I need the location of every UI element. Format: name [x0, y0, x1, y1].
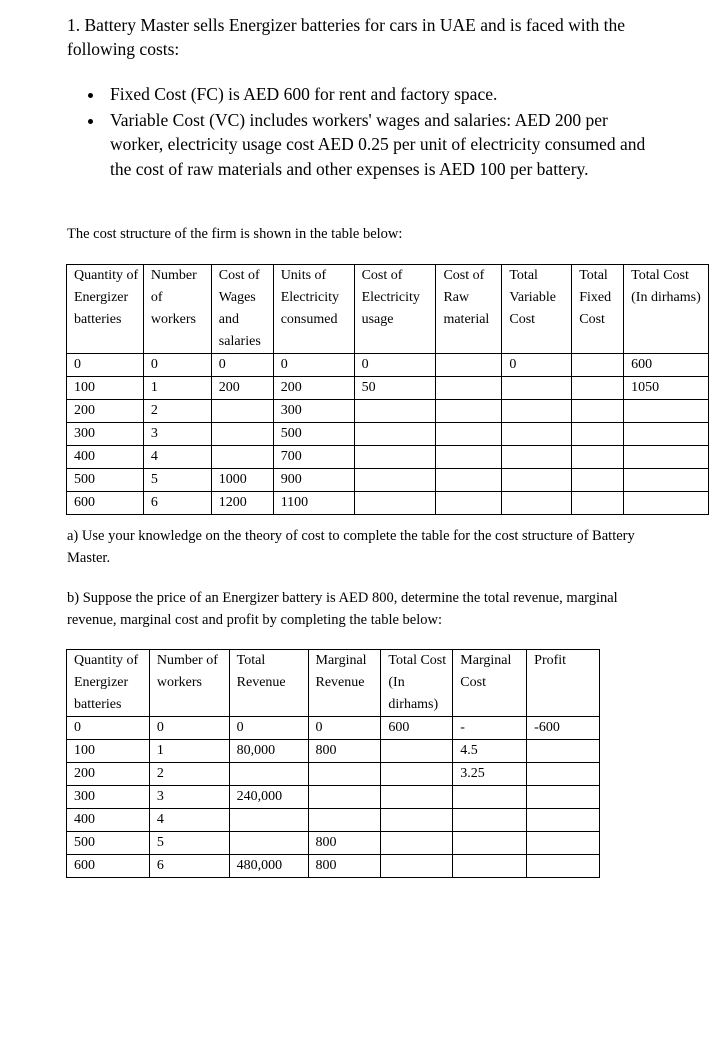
table-cell	[354, 492, 436, 515]
table-cell	[381, 832, 453, 855]
bullet-text: Fixed Cost (FC) is AED 600 for rent and factory space.	[110, 84, 498, 104]
column-header: Cost of Wages and salaries	[211, 265, 273, 354]
table-cell: 200	[273, 377, 354, 400]
table-cell: 5	[143, 469, 211, 492]
table-row	[67, 763, 600, 786]
part-a-text: a) Use your knowledge on the theory of cost to complete the table for the cost structure of Battery Master.	[67, 528, 635, 566]
column-header: Quantity of Energizer batteries	[67, 650, 150, 717]
table-cell: 80,000	[229, 740, 308, 763]
table-cell	[453, 832, 527, 855]
table-cell: 200	[67, 400, 144, 423]
bullet-dot-icon	[88, 93, 93, 98]
table-cell	[453, 809, 527, 832]
table-cell: 0	[354, 354, 436, 377]
table-cell	[527, 809, 600, 832]
bullet-text: Variable Cost (VC) includes workers' wages and salaries: AED 200 per worker, electricity usage cost AED 0.25 per unit of electricity consumed and the cost of raw materials and other expenses is AED 100 per battery.	[110, 109, 646, 179]
intro-text: The cost structure of the firm is shown in the table below:	[67, 226, 403, 242]
table-cell	[502, 400, 572, 423]
table-cell	[502, 423, 572, 446]
table-cell: 600	[624, 354, 709, 377]
table-row	[67, 469, 709, 492]
table-cell: 400	[67, 809, 150, 832]
column-header: Total Cost (In dirhams)	[624, 265, 709, 354]
table-cell: 4	[149, 809, 229, 832]
revenue-table	[66, 649, 600, 878]
table-row	[67, 446, 709, 469]
table-cell	[572, 423, 624, 446]
table-cell	[211, 446, 273, 469]
table-cell: 500	[273, 423, 354, 446]
table-cell: -	[453, 717, 527, 740]
table-cell	[211, 400, 273, 423]
table-cell	[572, 377, 624, 400]
table-cell	[354, 469, 436, 492]
table-cell: 800	[308, 832, 381, 855]
table-cell	[624, 469, 709, 492]
table-cell: 0	[67, 354, 144, 377]
table-cell	[572, 400, 624, 423]
table-cell: 0	[149, 717, 229, 740]
table-row	[67, 400, 709, 423]
table-cell: 6	[149, 855, 229, 878]
table-cell	[381, 740, 453, 763]
table-cell	[572, 469, 624, 492]
table-row	[67, 855, 600, 878]
cost-bullet-list	[88, 82, 648, 182]
table-cell: 100	[67, 740, 150, 763]
bullet-fixed-cost	[88, 82, 648, 107]
table-cell	[624, 423, 709, 446]
table-cell: -600	[527, 717, 600, 740]
table-cell: 0	[143, 354, 211, 377]
table-cell	[381, 855, 453, 878]
table-cell: 300	[67, 786, 150, 809]
table-cell	[572, 492, 624, 515]
table-cell: 200	[67, 763, 150, 786]
table-cell: 2	[143, 400, 211, 423]
table-cell	[572, 446, 624, 469]
table-cell	[527, 832, 600, 855]
column-header: Profit	[527, 650, 600, 717]
table-cell	[624, 492, 709, 515]
table-cell	[436, 492, 502, 515]
table-cell: 600	[67, 855, 150, 878]
table-cell: 300	[67, 423, 144, 446]
table-cell	[502, 469, 572, 492]
table-row	[67, 809, 600, 832]
table-row	[67, 377, 709, 400]
table-cell	[527, 763, 600, 786]
column-header: Marginal Revenue	[308, 650, 381, 717]
table-cell	[527, 740, 600, 763]
table-cell: 800	[308, 740, 381, 763]
table-cell	[436, 446, 502, 469]
table-cell	[502, 492, 572, 515]
column-header: Total Cost (In dirhams)	[381, 650, 453, 717]
table-row	[67, 786, 600, 809]
table-cell	[436, 354, 502, 377]
table-cell: 500	[67, 832, 150, 855]
table-cell: 0	[211, 354, 273, 377]
table-cell	[572, 354, 624, 377]
table-cell	[624, 446, 709, 469]
table-cell	[381, 786, 453, 809]
table-cell	[527, 855, 600, 878]
table-cell	[354, 446, 436, 469]
column-header: Total Revenue	[229, 650, 308, 717]
table-cell	[354, 400, 436, 423]
table-cell: 600	[67, 492, 144, 515]
table-cell	[308, 809, 381, 832]
table-cell: 3.25	[453, 763, 527, 786]
table-cell: 6	[143, 492, 211, 515]
column-header: Total Variable Cost	[502, 265, 572, 354]
table-cell: 0	[229, 717, 308, 740]
part-b-text: b) Suppose the price of an Energizer battery is AED 800, determine the total revenue, marginal revenue, marginal cost and profit by completing the table below:	[67, 590, 618, 628]
table-cell: 400	[67, 446, 144, 469]
table-header-row	[67, 650, 600, 717]
table-cell: 1	[143, 377, 211, 400]
table-cell: 600	[381, 717, 453, 740]
cost-structure-table	[66, 264, 709, 515]
table-cell: 300	[273, 400, 354, 423]
table-cell: 240,000	[229, 786, 308, 809]
table-cell: 1200	[211, 492, 273, 515]
table-cell: 0	[67, 717, 150, 740]
table-cell	[308, 786, 381, 809]
table-cell: 1100	[273, 492, 354, 515]
table-cell: 700	[273, 446, 354, 469]
table-cell	[229, 809, 308, 832]
table-cell	[502, 377, 572, 400]
table-cell: 100	[67, 377, 144, 400]
table-cell	[229, 832, 308, 855]
column-header: Cost of Raw material	[436, 265, 502, 354]
table-header-row	[67, 265, 709, 354]
table-cell: 1	[149, 740, 229, 763]
column-header: Number of workers	[149, 650, 229, 717]
column-header: Total Fixed Cost	[572, 265, 624, 354]
column-header: Cost of Electricity usage	[354, 265, 436, 354]
table-cell	[354, 423, 436, 446]
question-title: 1. Battery Master sells Energizer batteries for cars in UAE and is faced with the following costs:	[67, 15, 626, 59]
table-cell	[436, 469, 502, 492]
table-cell: 3	[143, 423, 211, 446]
table-cell: 480,000	[229, 855, 308, 878]
table-cell: 50	[354, 377, 436, 400]
table-cell	[527, 786, 600, 809]
table-cell	[436, 423, 502, 446]
table-cell: 900	[273, 469, 354, 492]
table-row	[67, 717, 600, 740]
table-cell	[453, 855, 527, 878]
column-header: Marginal Cost	[453, 650, 527, 717]
table-cell	[436, 400, 502, 423]
table-cell: 500	[67, 469, 144, 492]
table-cell: 1050	[624, 377, 709, 400]
table-cell: 800	[308, 855, 381, 878]
table-cell: 3	[149, 786, 229, 809]
table-cell: 200	[211, 377, 273, 400]
table-cell	[436, 377, 502, 400]
table-row	[67, 354, 709, 377]
table-cell: 4.5	[453, 740, 527, 763]
table-cell	[211, 423, 273, 446]
table-cell: 5	[149, 832, 229, 855]
table-cell	[229, 763, 308, 786]
column-header: Number of workers	[143, 265, 211, 354]
column-header: Quantity of Energizer batteries	[67, 265, 144, 354]
table-row	[67, 832, 600, 855]
bullet-variable-cost	[88, 108, 648, 182]
table-cell: 0	[308, 717, 381, 740]
table-cell: 1000	[211, 469, 273, 492]
table-cell	[308, 763, 381, 786]
table-cell	[453, 786, 527, 809]
column-header: Units of Electricity consumed	[273, 265, 354, 354]
table-row	[67, 740, 600, 763]
table-row	[67, 492, 709, 515]
table-row	[67, 423, 709, 446]
bullet-dot-icon	[88, 119, 93, 124]
table-cell: 0	[273, 354, 354, 377]
table-cell: 0	[502, 354, 572, 377]
table-cell	[381, 763, 453, 786]
table-cell	[502, 446, 572, 469]
table-cell: 4	[143, 446, 211, 469]
table-cell: 2	[149, 763, 229, 786]
table-cell	[381, 809, 453, 832]
table-cell	[624, 400, 709, 423]
